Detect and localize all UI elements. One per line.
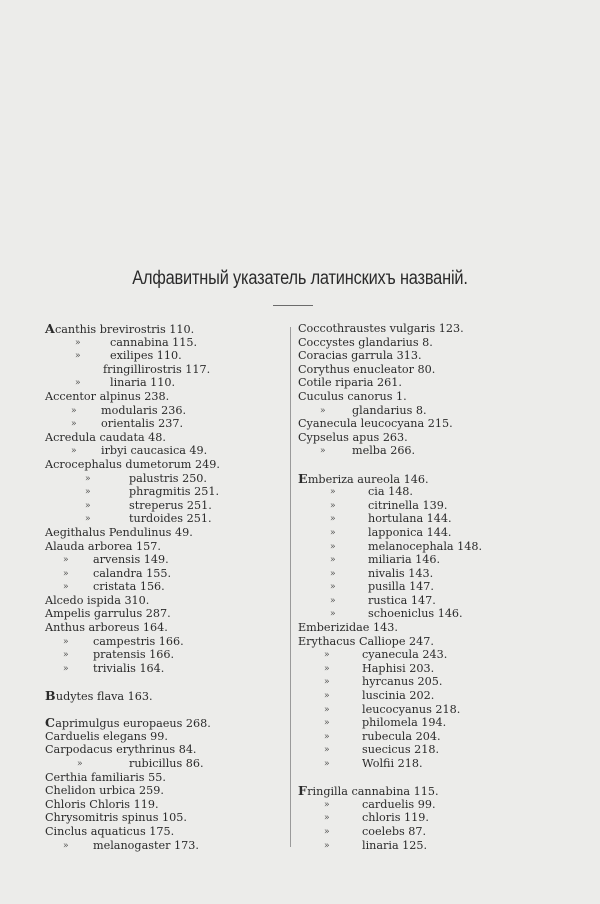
index-entry-text: Haphisi 203. — [362, 661, 435, 675]
index-entry — [298, 607, 538, 621]
index-entry — [45, 771, 285, 785]
column-divider — [290, 327, 291, 847]
index-entry — [45, 730, 285, 744]
index-entry — [298, 404, 538, 418]
index-entry-text: Ampelis garrulus 287. — [45, 607, 171, 621]
entry-group-gap — [298, 771, 538, 785]
index-entry-text: glandarius 8. — [352, 403, 427, 417]
index-entry-text: Anthus arboreus 164. — [45, 621, 168, 635]
index-entry-text: Wolfii 218. — [362, 757, 423, 770]
index-entry — [45, 444, 285, 458]
index-entry-text: Certhia familiaris 55. — [45, 770, 166, 784]
index-entry-text: Cyanecula leucocyana 215. — [298, 417, 453, 431]
ditto-mark: » — [63, 568, 69, 579]
ditto-mark: » — [330, 514, 336, 525]
index-entry-text: turdoides 251. — [129, 512, 212, 526]
index-entry — [45, 376, 285, 390]
index-entry — [298, 485, 538, 499]
index-entry — [298, 716, 538, 730]
index-entry — [45, 431, 285, 445]
index-entry — [45, 404, 285, 418]
index-entry-text: Acredula caudata 48. — [45, 430, 166, 444]
ditto-mark: » — [71, 446, 77, 457]
index-entry-text: trivialis 164. — [93, 661, 165, 675]
index-entry — [45, 743, 285, 757]
index-entry — [45, 621, 285, 635]
ditto-mark: » — [85, 487, 91, 498]
index-entry-text: hyrcanus 205. — [362, 675, 443, 689]
ditto-mark: » — [77, 759, 83, 769]
index-entry — [298, 390, 538, 404]
index-entry — [298, 825, 538, 839]
index-entry-text: cannabina 115. — [110, 335, 198, 349]
index-entry-text: leucocyanus 218. — [362, 702, 461, 716]
index-entry — [298, 336, 538, 350]
initial-letter: F — [298, 783, 308, 799]
ditto-mark: » — [324, 650, 330, 661]
index-entry-text: Cypselus apus 263. — [298, 430, 408, 444]
ditto-mark: » — [324, 813, 330, 824]
ditto-mark: » — [324, 745, 330, 756]
index-entry-text: hortulana 144. — [368, 512, 452, 526]
index-entry-text: Chrysomitris spinus 105. — [45, 811, 187, 825]
index-entry-text: arvensis 149. — [93, 553, 169, 567]
index-entry — [298, 594, 538, 608]
ditto-mark: » — [324, 759, 330, 769]
initial-letter: C — [45, 715, 56, 731]
index-entry — [45, 390, 285, 404]
index-entry-text: chloris 119. — [362, 811, 429, 825]
ditto-mark: » — [324, 731, 330, 742]
index-entry — [298, 580, 538, 594]
index-entry-text: pratensis 166. — [93, 648, 175, 662]
index-entry-text: Alcedo ispida 310. — [45, 593, 150, 607]
index-entry-text: Aegithalus Pendulinus 49. — [45, 525, 193, 539]
initial-letter: A — [45, 321, 55, 336]
index-entry-text: melanocephala 148. — [368, 539, 483, 553]
index-entry-text: Acrocephalus dumetorum 249. — [45, 457, 220, 471]
ditto-mark: » — [71, 405, 77, 416]
index-entry — [298, 635, 538, 649]
ditto-mark: » — [63, 636, 69, 647]
index-entry-text — [45, 689, 153, 704]
index-entry — [298, 730, 538, 744]
index-entry — [298, 757, 538, 771]
index-entry — [298, 417, 538, 431]
index-entry-text: palustris 250. — [129, 471, 207, 485]
initial-letter: B — [45, 688, 56, 704]
index-entry-text: Alauda arborea 157. — [45, 539, 161, 553]
index-entry — [45, 716, 285, 730]
index-entry — [298, 363, 538, 377]
index-entry-text: cia 148. — [368, 485, 413, 499]
index-entry-text: Coccothraustes vulgaris 123. — [298, 322, 464, 335]
index-entry-text: citrinella 139. — [368, 498, 448, 512]
entry-remainder: udytes flava 163. — [55, 690, 153, 704]
index-entry-text: Chelidon urbica 259. — [45, 784, 164, 798]
index-entry-text: Coracias garrula 313. — [298, 349, 422, 363]
index-entry — [45, 594, 285, 608]
index-entry — [45, 540, 285, 554]
index-entry — [298, 784, 538, 798]
entry-group-gap — [45, 675, 285, 689]
ditto-mark: » — [330, 487, 336, 498]
index-entry-text: cyanecula 243. — [362, 648, 448, 662]
index-entry — [45, 784, 285, 798]
index-entry-text: schoeniclus 146. — [368, 607, 463, 621]
index-entry-text: coelebs 87. — [362, 824, 427, 838]
index-entry — [45, 567, 285, 581]
index-entry-text: melanogaster 173. — [93, 838, 199, 852]
index-entry-text: Chloris Chloris 119. — [45, 797, 159, 811]
entry-group-gap — [45, 703, 285, 717]
index-entry — [298, 675, 538, 689]
index-entry-text: philomela 194. — [362, 716, 447, 730]
index-entry-text — [45, 716, 211, 731]
index-entry-text: pusilla 147. — [368, 580, 434, 594]
index-entry — [45, 485, 285, 499]
index-entry — [298, 431, 538, 445]
page-title: Алфавитный указатель латинскихъ названій. — [132, 268, 468, 289]
ditto-mark: » — [324, 799, 330, 810]
ditto-mark: » — [71, 419, 77, 430]
index-entry-text — [45, 322, 194, 337]
ditto-mark: » — [75, 351, 81, 362]
index-entry-text: rubecula 204. — [362, 729, 441, 743]
index-entry — [298, 798, 538, 812]
index-entry — [45, 839, 285, 853]
index-entry-text: luscinia 202. — [362, 689, 435, 703]
index-entry-text: Corythus enucleator 80. — [298, 362, 436, 376]
ditto-mark: » — [330, 609, 336, 620]
index-entry — [298, 553, 538, 567]
ditto-mark: » — [320, 405, 326, 416]
ditto-mark: » — [330, 527, 336, 538]
index-entry-text: modularis 236. — [101, 403, 187, 417]
index-entry — [45, 580, 285, 594]
entry-remainder: ringilla cannabina 115. — [307, 785, 439, 799]
index-entry-text: Cuculus canorus 1. — [298, 389, 407, 403]
index-entry — [45, 417, 285, 431]
index-entry — [45, 553, 285, 567]
ditto-mark: » — [324, 718, 330, 729]
index-entry-text: Cinclus aquaticus 175. — [45, 824, 175, 838]
index-entry — [298, 444, 538, 458]
index-entry — [298, 703, 538, 717]
index-entry — [45, 825, 285, 839]
entry-remainder: aprimulgus europaeus 268. — [55, 717, 211, 731]
index-entry — [298, 526, 538, 540]
index-entry — [298, 811, 538, 825]
ditto-mark: » — [63, 650, 69, 661]
index-entry-text: streperus 251. — [129, 498, 212, 512]
ditto-mark: » — [330, 582, 336, 593]
index-entry-text: campestris 166. — [93, 634, 184, 648]
index-entry-text: Erythacus Calliope 247. — [298, 634, 434, 648]
ditto-mark: » — [85, 473, 91, 484]
index-entry — [298, 662, 538, 676]
index-entry — [45, 499, 285, 513]
ditto-mark: » — [320, 446, 326, 457]
index-entry — [45, 363, 285, 377]
index-entry — [45, 512, 285, 526]
index-entry — [298, 648, 538, 662]
index-entry — [45, 662, 285, 676]
ditto-mark: » — [330, 555, 336, 566]
index-entry — [45, 472, 285, 486]
index-entry — [298, 689, 538, 703]
index-entry-text: phragmitis 251. — [129, 485, 220, 499]
ditto-mark: » — [324, 677, 330, 688]
index-entry — [298, 349, 538, 363]
index-entry-text: nivalis 143. — [368, 566, 434, 580]
index-entry-text: orientalis 237. — [101, 417, 184, 431]
index-entry — [298, 512, 538, 526]
index-entry-text: carduelis 99. — [362, 797, 436, 811]
index-entry-text: Cotile riparia 261. — [298, 376, 402, 390]
index-entry — [45, 635, 285, 649]
index-entry — [298, 743, 538, 757]
index-entry — [45, 607, 285, 621]
index-entry-text — [298, 784, 439, 799]
index-entry — [298, 322, 538, 336]
index-entry-text: Carpodacus erythrinus 84. — [45, 743, 197, 757]
ditto-mark: » — [330, 541, 336, 552]
index-entry-text: linaria 110. — [110, 376, 176, 390]
index-entry-text: melba 266. — [352, 444, 416, 458]
index-entry — [298, 499, 538, 513]
index-column-left — [45, 322, 285, 852]
ditto-mark: » — [330, 568, 336, 579]
index-column-right — [298, 322, 538, 852]
index-entry — [45, 458, 285, 472]
index-entry — [298, 376, 538, 390]
index-entry — [45, 757, 285, 771]
index-entry — [298, 621, 538, 635]
title-underline — [273, 305, 313, 306]
index-entry-text: cristata 156. — [93, 580, 165, 594]
entry-group-gap — [298, 458, 538, 472]
initial-letter: E — [298, 470, 308, 486]
index-entry — [45, 648, 285, 662]
ditto-mark: » — [85, 514, 91, 525]
index-entry — [298, 567, 538, 581]
index-entry — [45, 689, 285, 703]
ditto-mark: » — [324, 704, 330, 715]
index-entry-text: miliaria 146. — [368, 553, 441, 567]
index-entry — [298, 472, 538, 486]
index-entry-text: Coccystes glandarius 8. — [298, 335, 433, 349]
index-entry-text: linaria 125. — [362, 838, 428, 852]
ditto-mark: » — [75, 378, 81, 389]
ditto-mark: » — [75, 337, 81, 348]
index-entry-text: lapponica 144. — [368, 525, 452, 539]
index-entry-text: rustica 147. — [368, 593, 436, 607]
index-entry-text: rubicillus 86. — [129, 757, 204, 770]
entry-remainder: canthis brevirostris 110. — [55, 323, 195, 336]
ditto-mark: » — [330, 595, 336, 606]
ditto-mark: » — [324, 826, 330, 837]
index-entry-text: suecicus 218. — [362, 743, 440, 757]
index-entry-text — [298, 472, 429, 487]
ditto-mark: » — [63, 663, 69, 674]
index-entry — [45, 322, 285, 336]
index-entry-text: Carduelis elegans 99. — [45, 729, 168, 743]
ditto-mark: » — [324, 663, 330, 674]
index-entry-text: Emberizidae 143. — [298, 621, 398, 635]
index-entry-text: Accentor alpinus 238. — [45, 389, 170, 403]
ditto-mark: » — [324, 691, 330, 702]
index-entry-text: exilipes 110. — [110, 349, 182, 363]
ditto-mark: » — [63, 582, 69, 593]
ditto-mark: » — [63, 555, 69, 566]
ditto-mark: » — [85, 500, 91, 511]
index-entry — [45, 349, 285, 363]
index-entry — [298, 839, 538, 853]
ditto-mark: » — [330, 500, 336, 511]
ditto-mark: » — [63, 840, 69, 851]
index-entry — [45, 811, 285, 825]
index-entry-text: irbyi caucasica 49. — [101, 444, 208, 458]
index-entry — [298, 540, 538, 554]
entry-remainder: mberiza aureola 146. — [307, 472, 429, 486]
index-entry-text: calandra 155. — [93, 566, 172, 580]
index-entry — [45, 336, 285, 350]
index-entry — [45, 798, 285, 812]
index-entry-text: fringillirostris 117. — [103, 362, 211, 376]
index-entry — [45, 526, 285, 540]
ditto-mark: » — [324, 840, 330, 851]
